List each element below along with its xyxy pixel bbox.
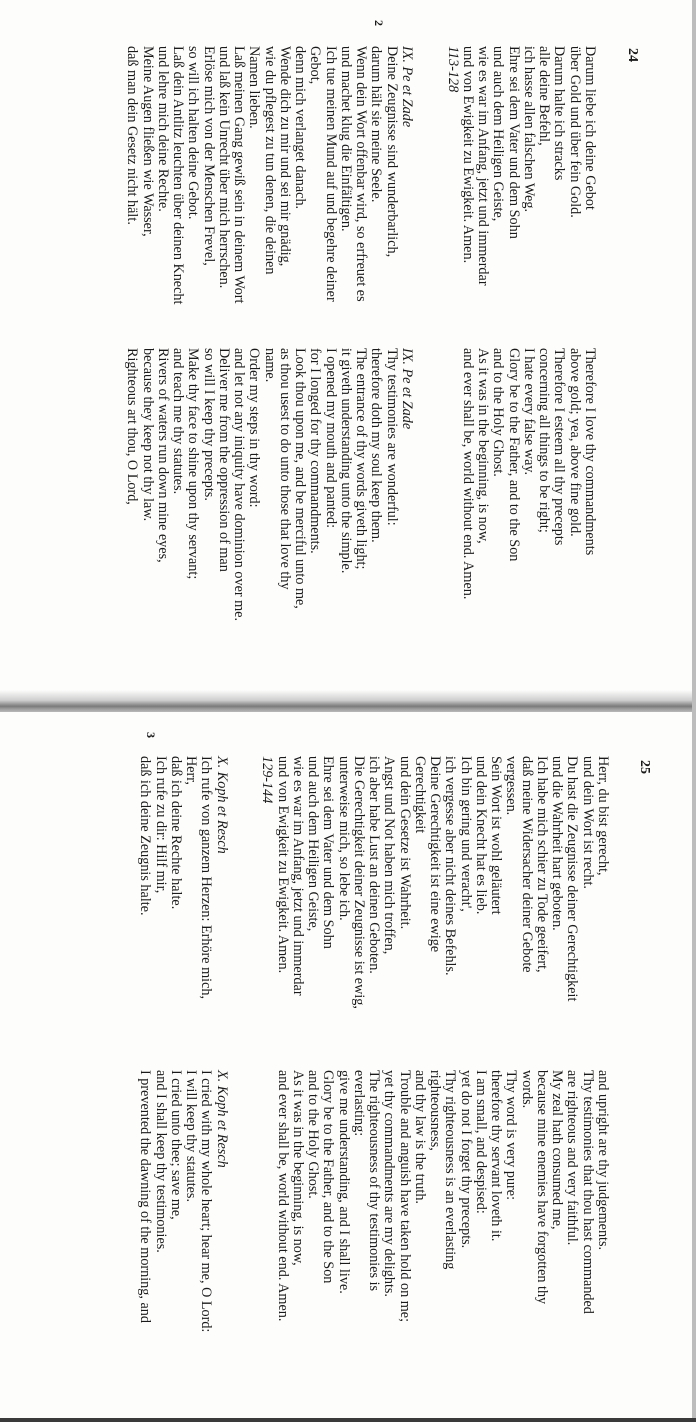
scan-edge-bottom: [0, 1418, 696, 1422]
text-line: and thy law is the truth.: [412, 1070, 428, 1204]
text-line: I cried with my whole heart; hear me, O Lord:: [198, 1070, 215, 1333]
text-line: Gebot,: [307, 46, 324, 85]
text-line: daß man dein Gesetz nicht hält.: [124, 46, 141, 225]
text-line: Erlöse mich von der Menschen Frevel,: [200, 46, 217, 266]
text-line: und von Ewigkeit zu Ewigkeit. Amen.: [460, 46, 476, 264]
text-line: [429, 348, 444, 621]
text-line: and to the Holy Ghost.: [490, 348, 507, 477]
text-line: [244, 756, 259, 1009]
text-line: unterweise mich, so lebe ich.: [335, 756, 352, 921]
text-line: Darum halte ich stracks: [551, 46, 568, 181]
text-line: Laß meinen Gang gewiß sein in deinem Wort: [231, 46, 248, 304]
text-line: und machet klug die Einfältigen.: [338, 46, 354, 232]
text-line: Order my steps in thy word:: [246, 348, 263, 508]
text-line: concerning all things to be right;: [536, 348, 553, 533]
text-line: Deine Zeugnisse sind wunderbarlich,: [383, 46, 400, 258]
text-line: und laß kein Unrecht über mich herrschen.: [216, 46, 232, 289]
text-line: X. Koph et Resch: [213, 756, 230, 854]
text-line: Make thy face to shine upon thy servant;: [185, 348, 202, 580]
text-line: Glory be to the Father, and to the Son: [505, 348, 522, 562]
text-line: Darum liebe ich deine Gebot: [582, 46, 598, 210]
text-line: Thy testimonies are wonderful:: [383, 348, 400, 526]
text-line: Rivers of waters run down mine eyes,: [155, 348, 171, 563]
text-line: Sein Wort ist wohl geläutert: [488, 756, 505, 915]
text-line: [229, 756, 244, 1009]
text-line: and ever shall be, world without end. Amen.: [460, 348, 476, 600]
text-line: [414, 46, 429, 304]
text-line: daß ich deine Zeugnis halte.: [137, 756, 154, 916]
text-line: and to the Holy Ghost.: [305, 1070, 322, 1199]
text-line: Ich bin gering und veracht',: [457, 756, 474, 912]
text-line: above gold; yea, above fine gold.: [566, 348, 583, 537]
text-line: IX. Pe et Zade: [399, 348, 415, 430]
text-line: Therefore I esteem all thy precepts: [551, 348, 568, 546]
text-line: [414, 348, 429, 621]
text-line: Look thou upon me, and be merciful unto me,: [292, 348, 309, 609]
text-line: Thy righteousness is an everlasting: [442, 1070, 459, 1270]
text-line: ich vergesse aber nicht deines Befehls.: [442, 756, 459, 976]
text-line: Meine Augen fließen wie Wasser,: [139, 46, 156, 237]
text-line: Laß dein Antlitz leuchten über deinen Knecht: [170, 46, 187, 305]
text-line: und dein Wort ist recht.: [579, 756, 596, 889]
text-line: everlasting:: [351, 1070, 367, 1137]
text-line: X. Koph et Resch: [213, 1070, 230, 1168]
text-line: Herr, du bist gerecht,: [595, 756, 611, 876]
text-line: Wenn dein Wort offenbar wird, so erfreuet es: [353, 46, 370, 302]
text-line: Thy testimonies that thou hast commanded: [579, 1070, 596, 1314]
text-line: und von Ewigkeit zu Ewigkeit. Amen.: [274, 756, 291, 974]
text-line: [244, 1070, 259, 1332]
text-line: vergessen.: [503, 756, 520, 816]
text-line: ich hasse allen falschen Weg.: [521, 46, 537, 213]
text-line: IX. Pe et Zade: [399, 46, 415, 128]
page-number: 25: [637, 760, 652, 774]
text-line: My zeal hath consumed me,: [549, 1070, 566, 1230]
text-line: for I longed for thy commandments.: [307, 348, 324, 554]
text-line: und lehre mich deine Rechte.: [155, 46, 171, 212]
text-line: Ehre sei dem Vater und dem Sohn: [320, 756, 337, 949]
text-line: 129-144: [259, 756, 276, 804]
text-line: und dein Gesetze ist Wahrheit.: [396, 756, 413, 930]
text-line: Du hast die Zeugnisse deiner Gerechtigkeit: [564, 756, 581, 1002]
text-line: Ich rufe zu dir: Hilf mir,: [152, 756, 169, 894]
text-line: as thou usest to do unto those that love thy: [277, 348, 293, 590]
text-line: I opened my mouth and panted:: [322, 348, 339, 529]
text-line: über Gold und über fein Gold.: [566, 46, 583, 218]
text-line: because mine enemies have forgotten thy: [534, 1070, 550, 1305]
text-line: darum hält sie meine Seele.: [368, 46, 385, 203]
scan-edge-right: [692, 0, 696, 1422]
text-line: because they keep not thy law.: [139, 348, 156, 522]
text-line: Deliver me from the oppression of man: [216, 348, 232, 572]
text-line: As it was in the beginning, is now,: [475, 348, 492, 544]
text-line: yet do not I forget thy precepts.: [457, 1070, 474, 1249]
text-line: [229, 1070, 244, 1332]
text-line: and upright are thy judgements.: [595, 1070, 611, 1251]
text-line: Thy word is very pure:: [503, 1070, 520, 1201]
page-25: [0, 712, 696, 1422]
text-line: so will ich halten deine Gebot.: [185, 46, 202, 220]
text-line: [429, 46, 444, 304]
text-line: and teach me thy statutes.: [170, 348, 187, 495]
text-line: I will keep thy statutes.: [183, 1070, 200, 1202]
margin-marker: 2: [372, 20, 386, 26]
text-line: [259, 1070, 274, 1332]
text-line: Herr,: [183, 756, 200, 785]
text-line: Ich rufe von ganzem Herzen: Erhöre mich,: [198, 756, 215, 1000]
text-line: I hate every false way.: [521, 348, 537, 476]
margin-marker: 3: [144, 732, 158, 738]
page-number: 24: [625, 48, 640, 62]
text-line: so will I keep thy precepts.: [200, 348, 217, 501]
text-line: wie es war im Anfang, jetzt und immerdar: [290, 756, 306, 996]
german-text-column: [137, 756, 610, 1009]
text-line: [445, 348, 460, 621]
text-line: daß meine Widersacher deiner Gebote: [518, 756, 535, 973]
text-line: and I shall keep thy testimonies.: [152, 1070, 169, 1253]
text-line: Deine Gerechtigkeit ist eine ewige: [427, 756, 444, 953]
text-line: As it was in the beginning, is now,: [290, 1070, 306, 1266]
text-line: words.: [518, 1070, 535, 1109]
text-line: 113-128: [444, 46, 461, 93]
text-line: therefore thy servant loveth it.: [488, 1070, 505, 1242]
text-line: therefore doth my soul keep them.: [368, 348, 385, 543]
text-line: und dein Knecht hat es lieb.: [473, 756, 489, 915]
text-line: name.: [261, 348, 278, 383]
text-line: alle deine Befehl,: [536, 46, 553, 146]
text-line: yet thy commandments are my delights.: [381, 1070, 398, 1297]
text-line: it giveth understanding unto the simple.: [338, 348, 354, 574]
text-line: Therefore I love thy commandments: [582, 348, 598, 556]
text-line: Angst und Not haben mich troffen,: [381, 756, 398, 955]
text-line: und auch dem Heiligen Geiste,: [490, 46, 507, 222]
text-line: und auch dem Heiligen Geiste,: [305, 756, 322, 932]
text-line: I prevented the dawning of the morning, and: [137, 1070, 154, 1323]
text-line: Ich habe mich schier zu Tode geeifert,: [534, 756, 550, 973]
text-line: Die Gerechtigkeit deiner Zeugnisse ist ewig,: [351, 756, 367, 1009]
english-text-column: [137, 1070, 610, 1332]
text-line: Ich tue meinen Mund auf und begehre deiner: [322, 46, 339, 302]
text-line: I am small, and despised:: [473, 1070, 489, 1214]
page-24: [0, 0, 696, 706]
text-line: daß ich deine Rechte halte.: [168, 756, 184, 910]
text-line: Glory be to the Father, and to the Son: [320, 1070, 337, 1284]
text-line: denn mich verlanget danach.: [292, 46, 309, 210]
text-line: wie es war im Anfang, jetzt und immerdar: [475, 46, 492, 286]
text-line: Namen lieben.: [246, 46, 263, 129]
text-line: Ehre sei dem Vater und dem Sohn: [505, 46, 522, 239]
text-line: and ever shall be, world without end. Amen.: [274, 1070, 291, 1322]
text-line: The righteousness of thy testimonies is: [366, 1070, 383, 1292]
text-line: and let not any iniquity have dominion over me.: [231, 348, 248, 622]
text-line: Trouble and anguish have taken hold on me;: [396, 1070, 413, 1323]
german-text-column: [124, 46, 597, 304]
text-line: righteousness,: [427, 1070, 444, 1151]
text-line: Gerechtigkeit: [412, 756, 428, 834]
text-line: wie du pflegest zu tun denen, die deinen: [261, 46, 278, 275]
text-line: ich aber habe Lust an deinen Geboten.: [366, 756, 383, 974]
text-line: Wende dich zu mir und sei mir gnädig,: [277, 46, 293, 267]
text-line: Righteous art thou, O Lord,: [124, 348, 141, 505]
text-line: are righteous and very faithful.: [564, 1070, 581, 1246]
text-line: I cried unto thee; save me,: [168, 1070, 184, 1220]
english-text-column: [124, 348, 597, 621]
text-line: und die Wahrheit hart geboten.: [549, 756, 566, 931]
text-line: give me understanding, and I shall live.: [335, 1070, 352, 1294]
text-line: The entrance of thy words giveth light;: [353, 348, 370, 570]
